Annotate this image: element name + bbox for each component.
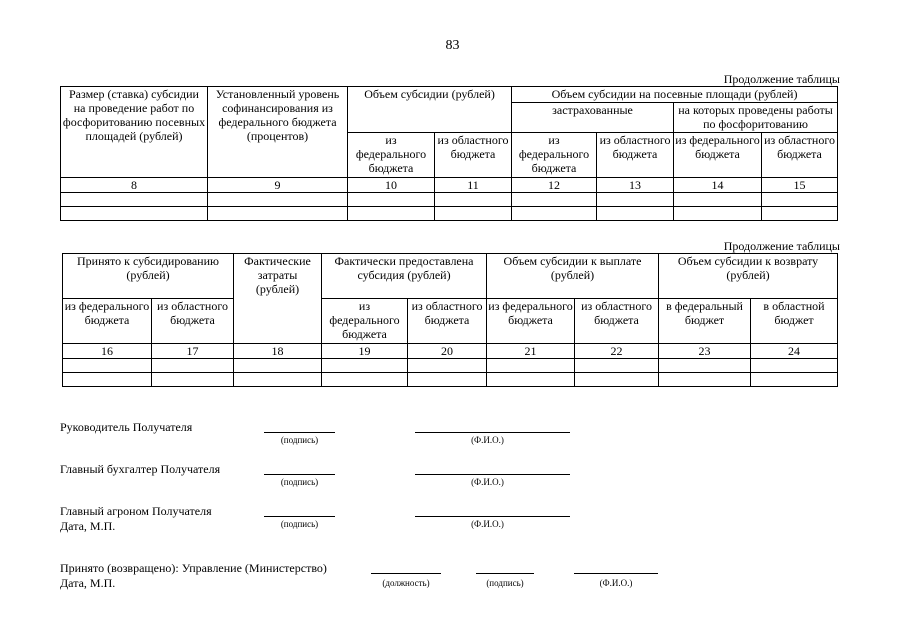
signature-line[interactable] xyxy=(264,516,335,517)
header-from-regional: из областного бюджета xyxy=(152,299,234,344)
column-number: 13 xyxy=(597,178,674,193)
column-number: 15 xyxy=(762,178,838,193)
table1-continuation: Продолжение таблицы xyxy=(723,72,840,86)
header-to-regional: в областной бюджет xyxy=(751,299,838,344)
header-subsidy-rate: Размер (ставка) субсидии на проведение работ по фосфоритованию посевных площадей (рублей) xyxy=(61,87,208,178)
header-from-regional: из областного бюджета xyxy=(597,133,674,178)
fio-line[interactable] xyxy=(574,573,658,574)
column-number: 18 xyxy=(234,344,322,359)
header-from-federal: из федерального бюджета xyxy=(63,299,152,344)
label-head-of-recipient: Руководитель Получателя xyxy=(60,420,193,434)
column-number: 9 xyxy=(208,178,348,193)
header-from-regional: из областного бюджета xyxy=(762,133,838,178)
header-from-federal: из федерального бюджета xyxy=(512,133,597,178)
column-number: 10 xyxy=(348,178,435,193)
label-date-stamp: Дата, М.П. xyxy=(60,576,116,590)
caption-signature: (подпись) xyxy=(280,435,319,445)
header-from-federal: из федерального бюджета xyxy=(487,299,575,344)
header-from-federal: из федерального бюджета xyxy=(322,299,408,344)
caption-position: (должность) xyxy=(382,578,430,588)
table-row xyxy=(63,359,838,373)
column-number: 8 xyxy=(61,178,208,193)
position-line[interactable] xyxy=(371,573,441,574)
column-number: 20 xyxy=(408,344,487,359)
caption-fio: (Ф.И.О.) xyxy=(471,519,504,529)
header-from-regional: из областного бюджета xyxy=(575,299,659,344)
signature-line[interactable] xyxy=(476,573,534,574)
fio-line[interactable] xyxy=(415,432,570,433)
caption-fio: (Ф.И.О.) xyxy=(471,477,504,487)
column-number: 21 xyxy=(487,344,575,359)
table-row xyxy=(63,373,838,387)
column-number: 19 xyxy=(322,344,408,359)
header-payout-volume: Объем субсидии к выплате (рублей) xyxy=(487,254,659,299)
header-subsidy-volume-areas: Объем субсидии на посевные площади (рублей) xyxy=(512,87,838,103)
signature-line[interactable] xyxy=(264,432,335,433)
caption-fio: (Ф.И.О.) xyxy=(599,578,633,588)
header-subsidy-volume: Объем субсидии (рублей) xyxy=(348,87,512,133)
label-chief-accountant: Главный бухгалтер Получателя xyxy=(60,462,221,476)
column-number: 23 xyxy=(659,344,751,359)
column-number: 24 xyxy=(751,344,838,359)
caption-signature: (подпись) xyxy=(280,477,319,487)
column-number: 22 xyxy=(575,344,659,359)
column-number: 12 xyxy=(512,178,597,193)
header-actual-costs: Фактические затраты (рублей) xyxy=(234,254,322,344)
header-phosphorited: на которых проведены работы по фосфоритованию xyxy=(674,103,838,133)
header-from-regional: из областного бюджета xyxy=(435,133,512,178)
header-accepted: Принято к субсидированию (рублей) xyxy=(63,254,234,299)
label-chief-agronomist: Главный агроном Получателя xyxy=(60,504,212,518)
header-actually-provided: Фактически предоставлена субсидия (рублей) xyxy=(322,254,487,299)
table2-continuation: Продолжение таблицы xyxy=(723,239,840,253)
column-number: 16 xyxy=(63,344,152,359)
label-accepted-returned: Принято (возвращено): Управление (Министерство) xyxy=(60,561,327,575)
header-insured: застрахованные xyxy=(512,103,674,133)
column-number: 11 xyxy=(435,178,512,193)
header-from-federal: из федерального бюджета xyxy=(674,133,762,178)
page-number: 83 xyxy=(445,38,460,53)
header-to-federal: в федеральный бюджет xyxy=(659,299,751,344)
caption-signature: (подпись) xyxy=(280,519,319,529)
signature-line[interactable] xyxy=(264,474,335,475)
fio-line[interactable] xyxy=(415,474,570,475)
header-refund-volume: Объем субсидии к возврату (рублей) xyxy=(659,254,838,299)
table2 xyxy=(62,253,838,387)
header-from-regional: из областного бюджета xyxy=(408,299,487,344)
caption-signature: (подпись) xyxy=(486,578,524,588)
table-row xyxy=(61,207,838,221)
header-cofinancing-level: Установленный уровень софинансирования из федерального бюджета (процентов) xyxy=(208,87,348,178)
column-number: 17 xyxy=(152,344,234,359)
fio-line[interactable] xyxy=(415,516,570,517)
table1 xyxy=(60,86,838,221)
label-date-stamp: Дата, М.П. xyxy=(60,519,116,533)
header-from-federal: из федерального бюджета xyxy=(348,133,435,178)
table-row xyxy=(61,193,838,207)
caption-fio: (Ф.И.О.) xyxy=(471,435,504,445)
column-number: 14 xyxy=(674,178,762,193)
